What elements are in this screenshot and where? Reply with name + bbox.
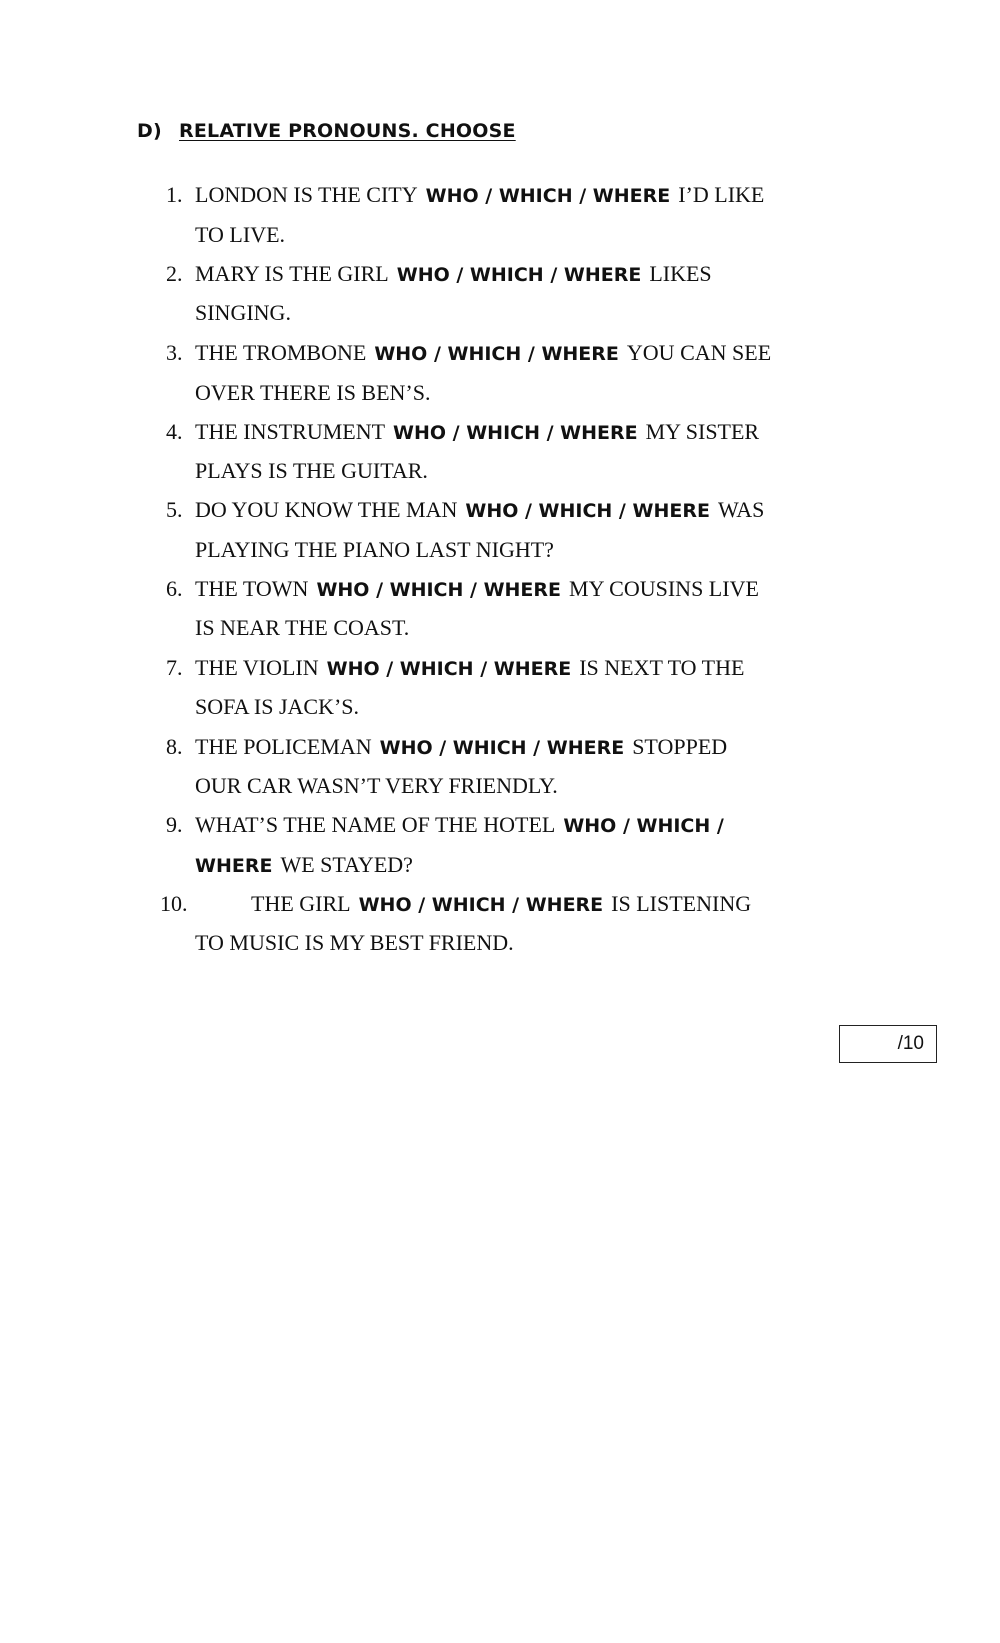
item-line	[195, 261, 712, 287]
item-text: THE INSTRUMENT	[195, 419, 386, 444]
item-text: THE VIOLIN	[195, 655, 319, 680]
section-heading	[137, 120, 516, 142]
choice-options[interactable]: WHO / WHICH / WHERE	[358, 894, 604, 916]
item-text: MARY IS THE GIRL	[195, 261, 389, 286]
item-line	[195, 812, 732, 838]
item-line	[195, 734, 727, 760]
item-text: STOPPED	[632, 734, 728, 759]
item-continuation: IS NEAR THE COAST.	[195, 615, 410, 640]
item-text: IS NEXT TO THE	[579, 655, 745, 680]
item-continuation: TO LIVE.	[195, 222, 286, 247]
choice-options[interactable]: WHO / WHICH / WHERE	[379, 737, 625, 759]
choice-options[interactable]: WHO / WHICH / WHERE	[316, 579, 562, 601]
item-number: 2.	[166, 261, 183, 286]
choice-options[interactable]: WHO / WHICH /	[563, 815, 724, 837]
item-continuation: OVER THERE IS BEN’S.	[195, 380, 431, 405]
section-letter: D)	[137, 120, 162, 142]
item-text: LIKES	[649, 261, 712, 286]
item-text: MY SISTER	[645, 419, 760, 444]
choice-options[interactable]: WHO / WHICH / WHERE	[396, 264, 642, 286]
item-number: 1.	[166, 182, 183, 207]
item-continuation: SINGING.	[195, 300, 291, 325]
item-text: THE POLICEMAN	[195, 734, 372, 759]
item-text: WAS	[717, 497, 765, 522]
item-text: DO YOU KNOW THE MAN	[195, 497, 458, 522]
item-line	[195, 419, 759, 445]
item-line	[195, 182, 764, 208]
score-label: /10	[897, 1033, 924, 1054]
item-continuation: OUR CAR WASN’T VERY FRIENDLY.	[195, 773, 558, 798]
item-text: WHAT’S THE NAME OF THE HOTEL	[195, 812, 556, 837]
choice-options[interactable]: WHO / WHICH / WHERE	[326, 658, 572, 680]
section-title: RELATIVE PRONOUNS. CHOOSE	[179, 120, 516, 142]
item-number: 4.	[166, 419, 183, 444]
item-text: YOU CAN SEE	[626, 340, 772, 365]
item-line	[195, 340, 771, 366]
item-text: THE TROMBONE	[195, 340, 367, 365]
score-box	[839, 1025, 937, 1063]
item-continuation: TO MUSIC IS MY BEST FRIEND.	[195, 930, 514, 955]
item-continuation: PLAYING THE PIANO LAST NIGHT?	[195, 537, 554, 562]
item-line	[251, 891, 751, 917]
item-continuation: PLAYS IS THE GUITAR.	[195, 458, 428, 483]
item-text: I’D LIKE	[678, 182, 765, 207]
item-number: 3.	[166, 340, 183, 365]
item-text: WE STAYED?	[280, 852, 413, 877]
item-text: LONDON IS THE CITY	[195, 182, 418, 207]
choice-options[interactable]: WHO / WHICH / WHERE	[425, 185, 671, 207]
choice-options[interactable]: WHERE	[195, 855, 273, 877]
item-continuation: SOFA IS JACK’S.	[195, 694, 360, 719]
item-text: THE TOWN	[195, 576, 309, 601]
item-text: MY COUSINS LIVE	[569, 576, 759, 601]
item-number: 7.	[166, 655, 183, 680]
item-text: THE GIRL	[251, 891, 351, 916]
choice-options[interactable]: WHO / WHICH / WHERE	[374, 343, 619, 365]
choice-options[interactable]: WHO / WHICH / WHERE	[465, 500, 710, 522]
item-line	[195, 576, 759, 602]
item-number: 10.	[160, 891, 188, 916]
item-number: 8.	[166, 734, 183, 759]
item-number: 9.	[166, 812, 183, 837]
item-number: 5.	[166, 497, 183, 522]
item-continuation	[195, 852, 413, 878]
item-line	[195, 497, 764, 523]
item-text: IS LISTENING	[611, 891, 752, 916]
item-line	[195, 655, 744, 681]
item-number: 6.	[166, 576, 183, 601]
choice-options[interactable]: WHO / WHICH / WHERE	[393, 422, 638, 444]
